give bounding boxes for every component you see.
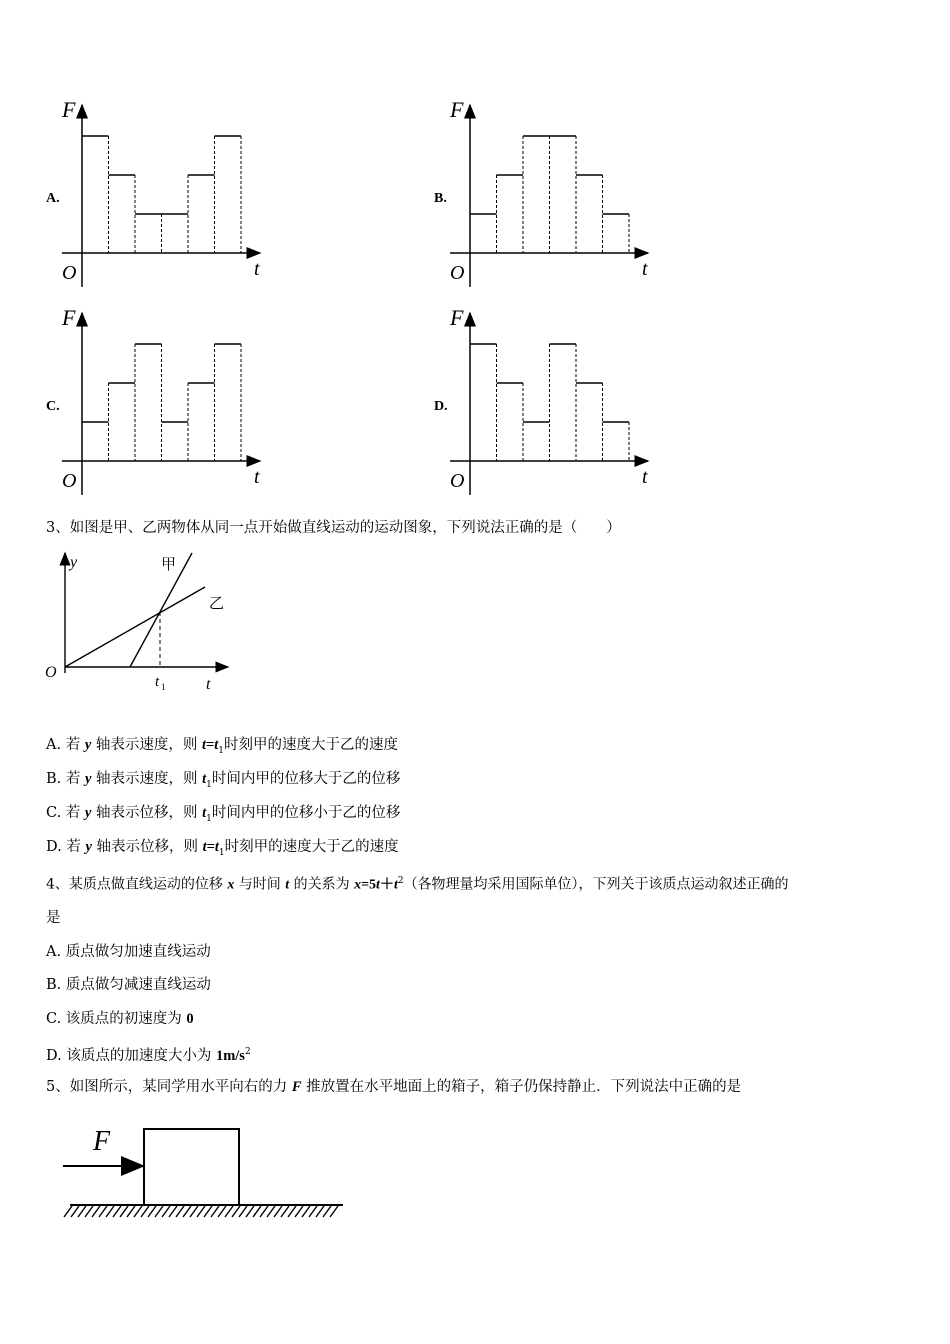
hatch-line [288, 1206, 296, 1217]
q3-option-d [46, 837, 399, 863]
line-yi [65, 587, 205, 667]
hatch-line [176, 1206, 184, 1217]
q4-option-c [46, 1009, 194, 1029]
q4-option-a: A. 质点做匀加速直线运动 [46, 944, 211, 960]
hatch-line [162, 1206, 170, 1217]
hatch-line [78, 1206, 86, 1217]
text: 推放置在水平地面上的箱子，箱子仍保持静止．下列说法中正确的是 [301, 1079, 742, 1095]
q4-option-b: B. 质点做匀减速直线运动 [46, 977, 211, 993]
hatch-line [218, 1206, 226, 1217]
hatch-line [85, 1206, 93, 1217]
option-letter: C. [46, 399, 60, 414]
step-graph [40, 303, 280, 503]
ground-hatch [64, 1206, 338, 1217]
text: 的关系为 [289, 876, 355, 893]
y-axis-label: F [62, 97, 76, 122]
option-letter: A. [46, 191, 60, 206]
text: D. 若 [46, 839, 86, 855]
box [144, 1129, 239, 1205]
hatch-line [281, 1206, 289, 1217]
label-yi: 乙 [209, 594, 225, 612]
var: x [227, 877, 235, 893]
y-axis-label: y [70, 554, 78, 571]
hatch-line [302, 1206, 310, 1217]
t1-subscript: 1 [161, 682, 166, 692]
var: y [84, 771, 92, 787]
q4-stem [46, 871, 789, 896]
superscript: 2 [244, 1047, 251, 1057]
subscript: 1 [206, 779, 212, 790]
hatch-line [190, 1206, 198, 1217]
origin-label: O [62, 262, 77, 284]
value: 1m/s [215, 1047, 245, 1064]
text: ＋ [379, 877, 394, 893]
hatch-line [260, 1206, 268, 1217]
hatch-line [316, 1206, 324, 1217]
step-graph [428, 95, 668, 295]
origin-label: O [45, 664, 57, 681]
text: C. 若 [46, 805, 85, 821]
var: t [214, 839, 219, 855]
subscript: 1 [218, 847, 225, 858]
hatch-line [246, 1206, 254, 1217]
text: 时刻甲的速度大于乙的速度 [224, 839, 399, 855]
hatch-line [169, 1206, 177, 1217]
hatch-line [225, 1206, 233, 1217]
q5-stem [46, 1077, 741, 1097]
q3-option-a [46, 735, 398, 761]
origin-label: O [450, 262, 465, 284]
var: t [201, 737, 206, 753]
hatch-line [148, 1206, 156, 1217]
hatch-line [274, 1206, 282, 1217]
hatch-line [92, 1206, 100, 1217]
hatch-line [120, 1206, 128, 1217]
y-axis-label: F [62, 305, 76, 330]
x-axis-label: t [642, 466, 648, 488]
q3-option-c [46, 803, 400, 829]
text: 与时间 [234, 876, 286, 893]
text: 轴表示速度，则 [91, 771, 203, 787]
var: t [214, 737, 219, 753]
text: A. 若 [46, 737, 85, 753]
text: =5 [361, 877, 377, 893]
text: 时刻甲的速度大于乙的速度 [224, 737, 399, 753]
hatch-line [99, 1206, 107, 1217]
subscript: 1 [206, 813, 212, 824]
q4-option-d [46, 1042, 251, 1066]
hatch-line [134, 1206, 142, 1217]
superscript: 2 [397, 876, 404, 886]
step-graph [40, 95, 280, 295]
q3-graph [40, 545, 240, 695]
text: 4、某质点做直线运动的位移 [46, 876, 228, 893]
text: = [206, 839, 215, 855]
hatch-line [64, 1206, 72, 1217]
hatch-line [71, 1206, 79, 1217]
var: t [202, 839, 207, 855]
text: 轴表示位移，则 [91, 805, 203, 821]
text: （各物理量均采用国际单位），下列关于该质点运动叙述正确的 [403, 876, 789, 893]
var: x [354, 877, 362, 893]
var: t [393, 877, 398, 893]
q5-box-diagram [60, 1120, 360, 1220]
text: 5、如图所示，某同学用水平向右的力 [46, 1079, 292, 1095]
hatch-line [155, 1206, 163, 1217]
q3-option-b [46, 769, 400, 795]
subscript: 1 [218, 745, 225, 756]
hatch-line [204, 1206, 212, 1217]
text: = [206, 737, 215, 753]
origin-label: O [62, 470, 77, 492]
var: y [84, 805, 92, 821]
hatch-line [232, 1206, 240, 1217]
text: 轴表示速度，则 [91, 737, 202, 753]
x-axis-label: t [254, 258, 260, 280]
var: t [202, 805, 207, 821]
hatch-line [323, 1206, 331, 1217]
text: B. 若 [46, 771, 85, 787]
origin-label: O [450, 470, 465, 492]
value: 0 [186, 1011, 194, 1027]
hatch-line [141, 1206, 149, 1217]
hatch-line [330, 1206, 338, 1217]
hatch-line [197, 1206, 205, 1217]
text: 时间内甲的位移小于乙的位移 [211, 805, 401, 821]
option-letter: B. [434, 191, 447, 206]
step-graph [428, 303, 668, 503]
hatch-line [211, 1206, 219, 1217]
text: D. 该质点的加速度大小为 [46, 1047, 216, 1064]
option-letter: D. [434, 399, 448, 414]
hatch-line [183, 1206, 191, 1217]
hatch-line [253, 1206, 261, 1217]
hatch-line [267, 1206, 275, 1217]
t1-label: t [155, 674, 160, 690]
x-axis-label: t [642, 258, 648, 280]
var: t [202, 771, 207, 787]
hatch-line [106, 1206, 114, 1217]
var: t [376, 877, 380, 893]
force-label: F [93, 1126, 111, 1157]
y-axis-label: F [450, 97, 464, 122]
q4-stem-cont: 是 [46, 910, 61, 926]
text: 轴表示位移，则 [91, 839, 203, 855]
hatch-line [127, 1206, 135, 1217]
label-jia: 甲 [161, 555, 177, 573]
x-axis-label: t [206, 676, 211, 693]
q3-stem: 3、如图是甲、乙两物体从同一点开始做直线运动的运动图象，下列说法正确的是（ ） [46, 520, 621, 536]
text: 时间内甲的位移大于乙的位移 [211, 771, 401, 787]
hatch-line [113, 1206, 121, 1217]
var: F [291, 1079, 302, 1095]
var: y [85, 839, 92, 855]
hatch-line [295, 1206, 303, 1217]
var: t [285, 877, 290, 893]
hatch-line [239, 1206, 247, 1217]
y-axis-label: F [450, 305, 464, 330]
text: C. 该质点的初速度为 [46, 1011, 187, 1027]
var: y [84, 737, 92, 753]
x-axis-label: t [254, 466, 260, 488]
hatch-line [309, 1206, 317, 1217]
